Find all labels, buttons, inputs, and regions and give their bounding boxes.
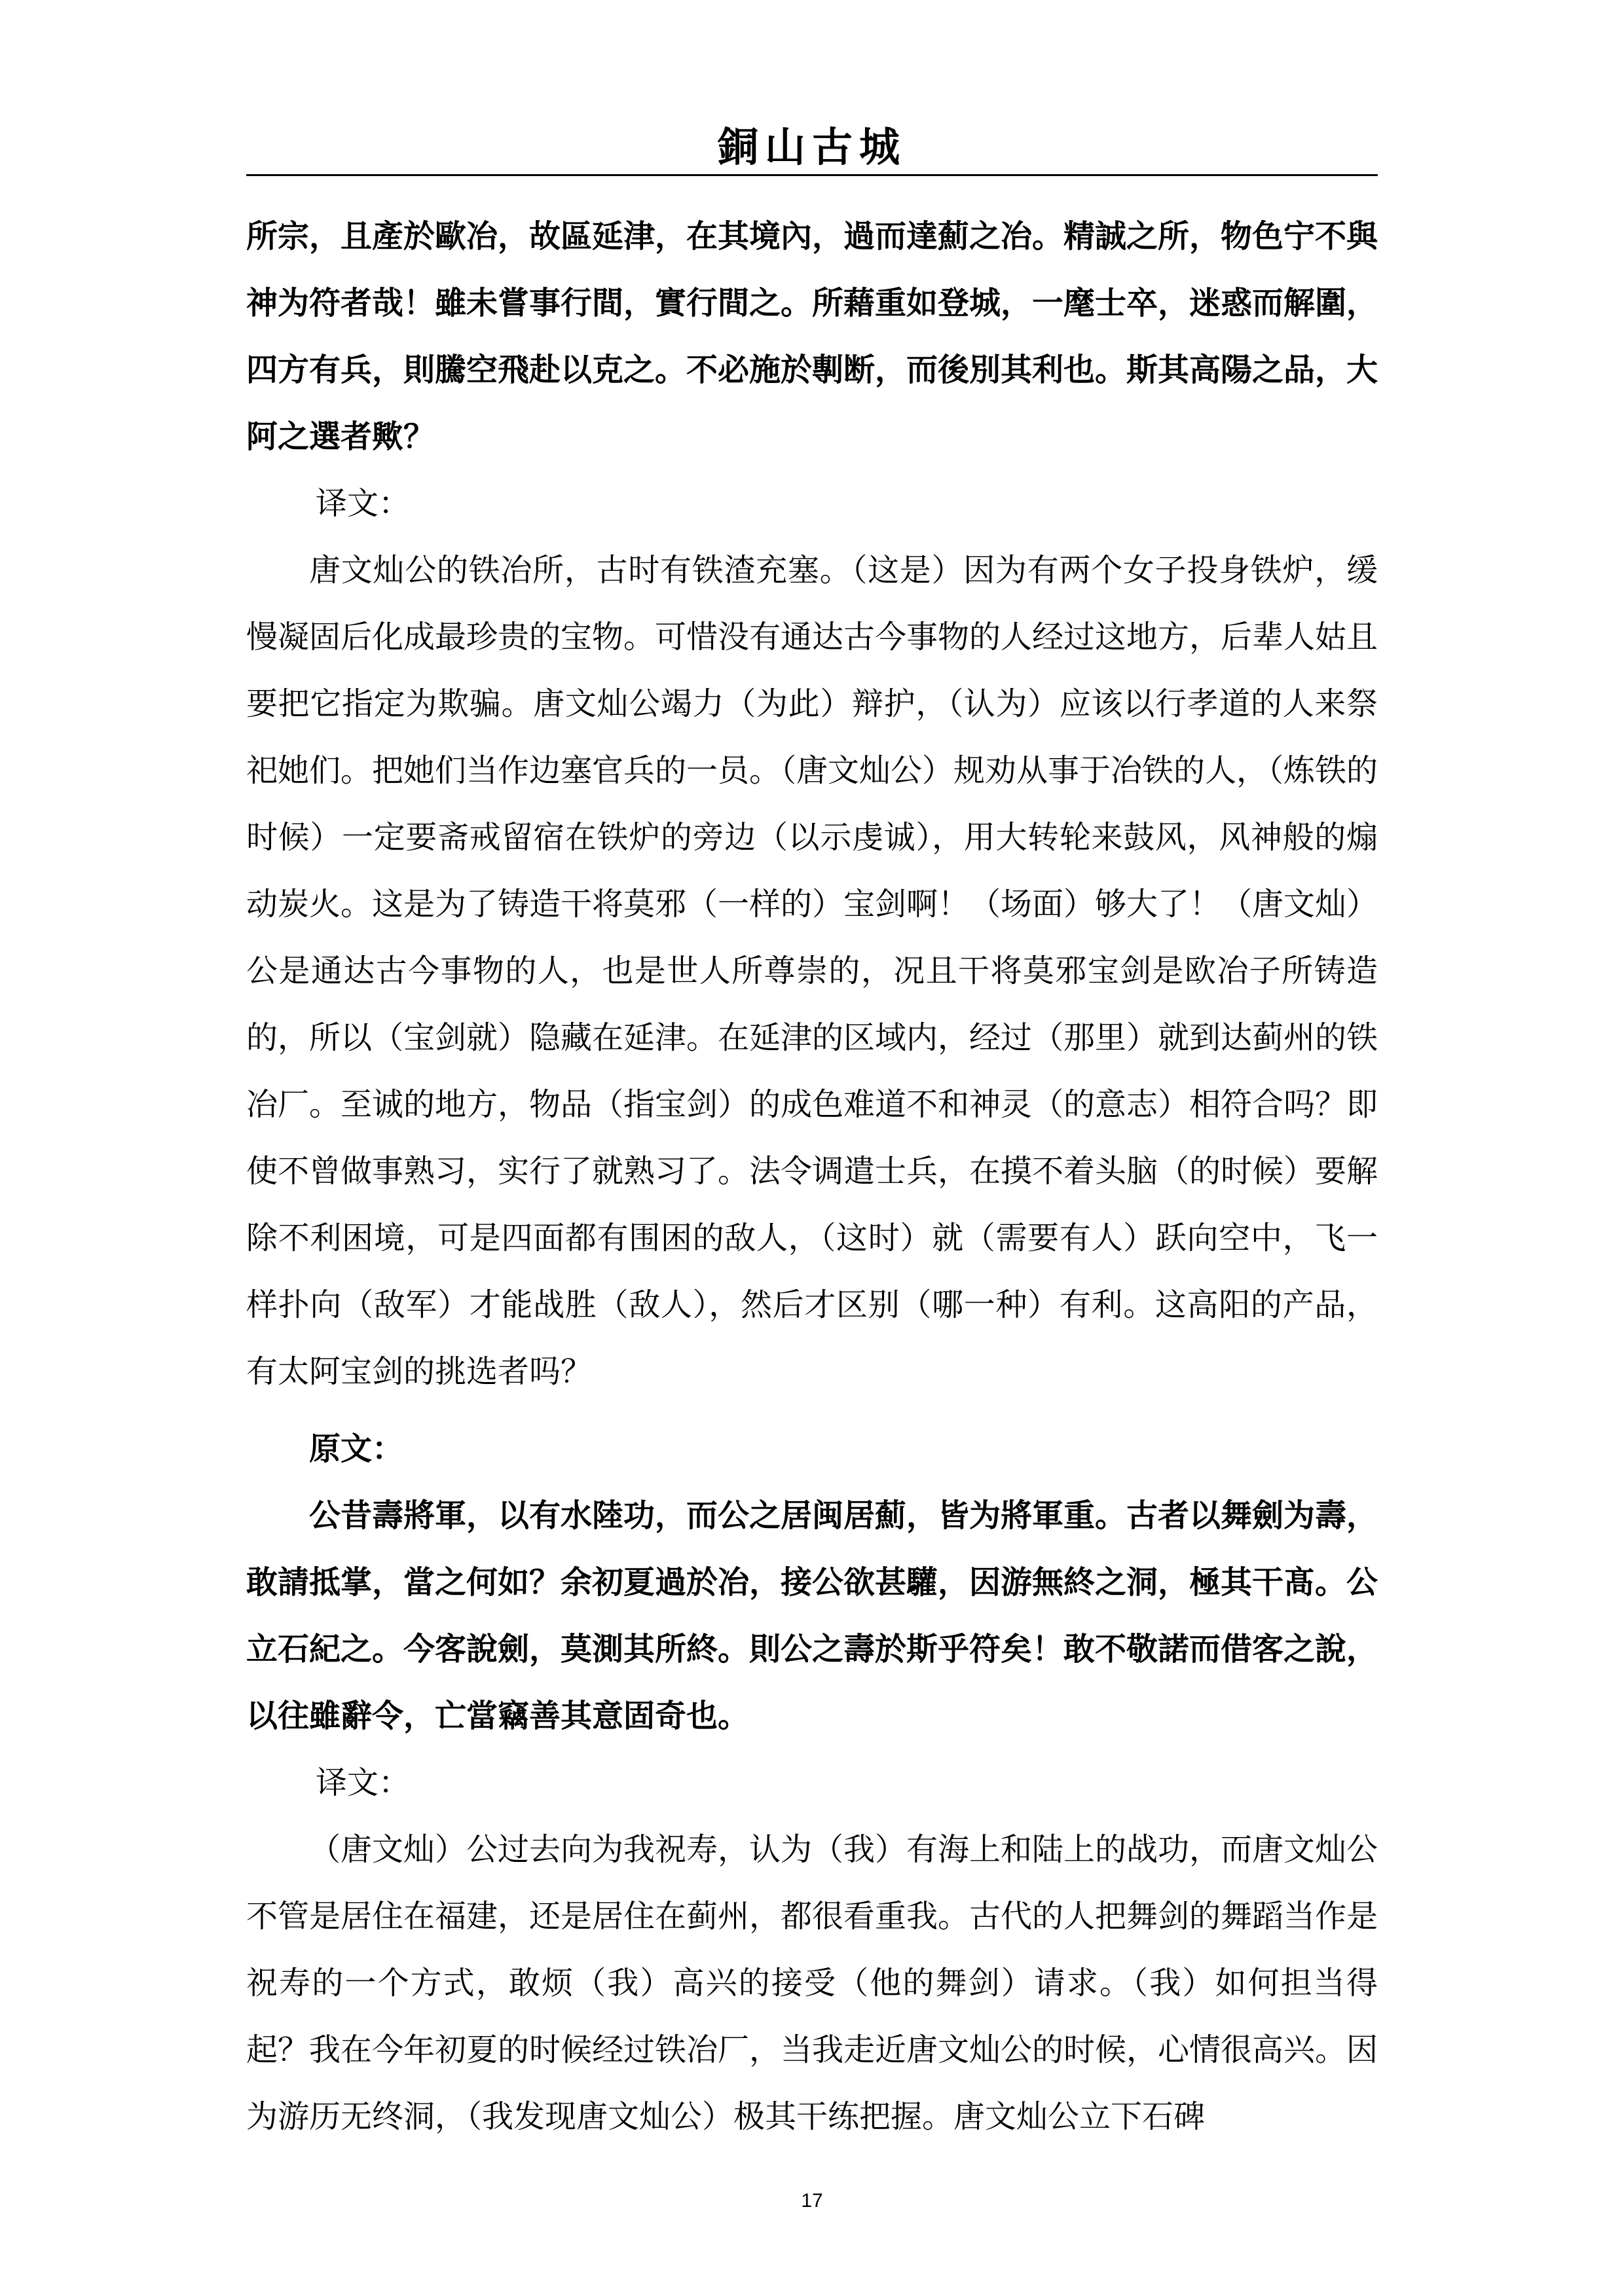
translation-text: （唐文灿）公过去向为我祝寿，认为（我）有海上和陆上的战功，而唐文灿公不管是居住在福建，还是居住在蓟州，都很看重我。古代的人把舞剑的舞蹈当作是祝寿的一个方式，敢烦（我）高兴的接受（他的舞剑）请求。（我）如何担当得起？我在今年初夏的时候经过铁冶厂，当我走近唐文灿公的时候，心情很高兴。因为游历无终洞，（我发现唐文灿公）极其干练把握。唐文灿公立下石碑	[246, 1831, 1378, 2135]
translation-label: 译文：	[316, 1764, 411, 1801]
translation-text: 唐文灿公的铁冶所，古时有铁渣充塞。（这是）因为有两个女子投身铁炉，缓慢凝固后化成最珍贵的宝物。可惜没有通达古今事物的人经过这地方，后辈人姑且要把它指定为欺骗。唐文灿公竭力（为此）辩护，（认为）应该以行孝道的人来祭祀她们。把她们当作边塞官兵的一员。（唐文灿公）规劝从事于冶铁的人，（炼铁的时候）一定要斋戒留宿在铁炉的旁边（以示虔诚），用大转轮来鼓风，风神般的煽动炭火。这是为了铸造干将莫邪（一样的）宝剑啊！（场面）够大了！（唐文灿）公是通达古今事物的人，也是世人所尊崇的，况且干将莫邪宝剑是欧冶子所铸造的，所以（宝剑就）隐藏在延津。在延津的区域内，经过（那里）就到达蓟州的铁冶厂。至诚的地方，物品（指宝剑）的成色难道不和神灵（的意志）相符合吗？即使不曾做事熟习，实行了就熟习了。法令调遣士兵，在摸不着头脑（的时候）要解除不利困境，可是四面都有围困的敌人，（这时）就（需要有人）跃向空中，飞一样扑向（敌军）才能战胜（敌人），然后才区别（哪一种）有利。这高阳的产品，有太阿宝剑的挑选者吗？	[246, 552, 1378, 1390]
translation-label: 译文：	[316, 485, 411, 522]
original-text: 公昔壽將軍，以有水陸功，而公之居闽居薊，皆为將軍重。古者以舞劍为壽，敢請抵掌，當之何如？余初夏過於冶，接公欲甚驩，因游無終之洞，極其干髙。公立石紀之。今客說劍，莫測其所終。則公之壽於斯乎符矣！敢不敬諾而借客之說，以往雖辭令，亡當竊善其意固奇也。	[246, 1497, 1378, 1734]
header-rule	[246, 174, 1378, 176]
page-number: 17	[801, 2190, 823, 2212]
original-label: 原文：	[309, 1430, 404, 1467]
section-1	[246, 203, 1378, 1405]
running-header-title: 銅山古城	[717, 123, 906, 171]
section-2	[246, 1415, 1378, 2150]
original-text-continued: 所宗，且產於歐冶，故區延津，在其境內，過而達薊之冶。精誠之所，物色宁不與神为符者哉！雖未嘗事行間，實行間之。所藉重如登城，一麾士卒，迷惑而解圍，四方有兵，則騰空飛赴以克之。不必施於剸断，而後別其利也。斯其高陽之品，大阿之選者歟？	[246, 218, 1378, 455]
